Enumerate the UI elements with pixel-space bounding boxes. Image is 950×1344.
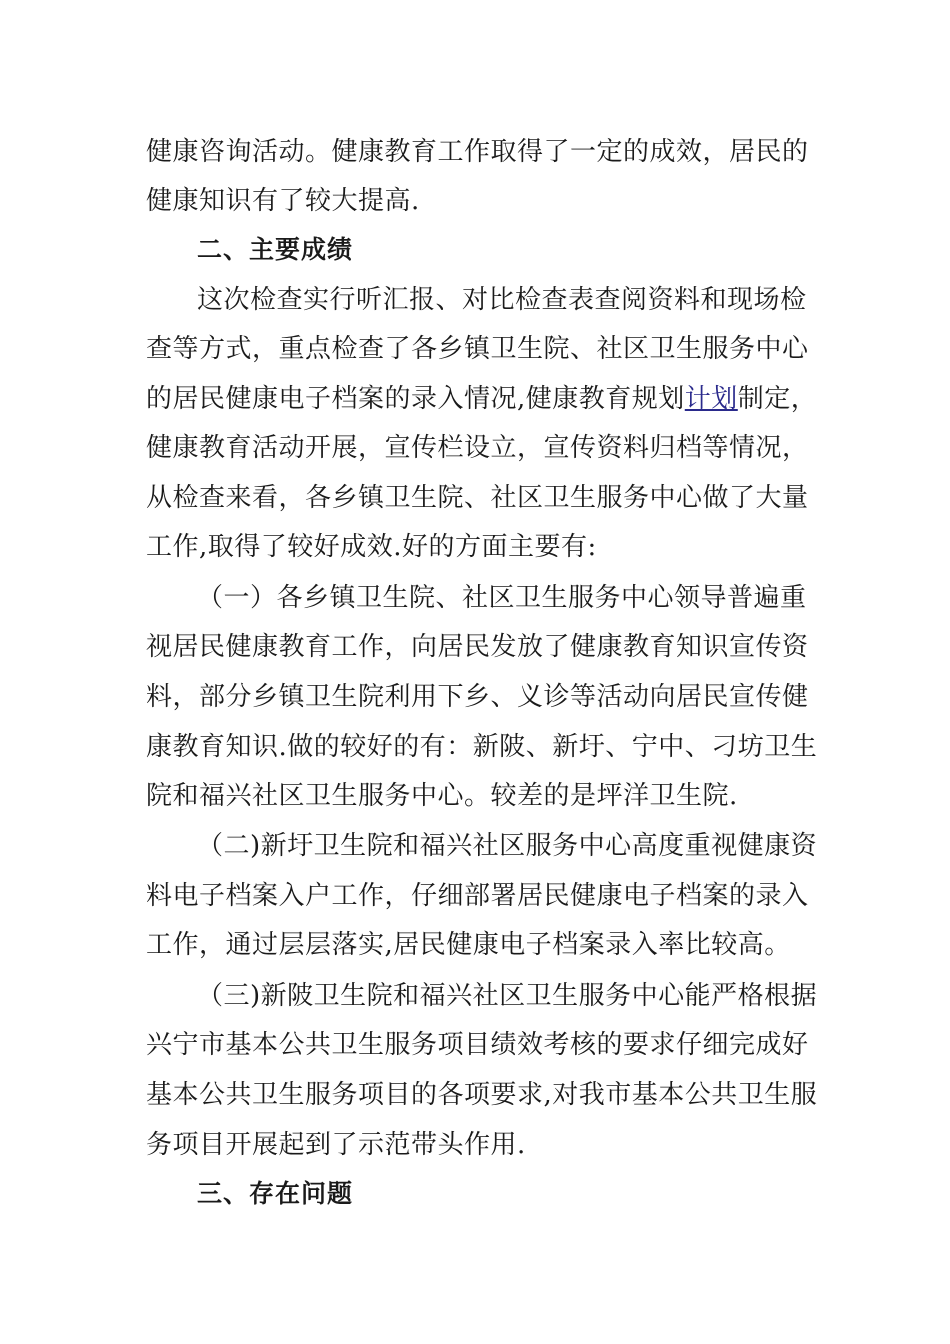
list-item-1-line: 料，部分乡镇卫生院利用下乡、义诊等活动向居民宣传健 [146,682,809,712]
list-item-3-line: （三)新陂卫生院和福兴社区卫生服务中心能严格根据 [197,981,818,1011]
section-heading-existing-problems: 三、存在问题 [197,1179,354,1208]
list-item-1-line: 院和福兴社区卫生服务中心。较差的是坪洋卫生院. [146,781,738,811]
list-item-2-line: 料电子档案入户工作，仔细部署居民健康电子档案的录入 [146,881,809,911]
body-text-line: 健康知识有了较大提高. [146,186,420,216]
body-text-line: 从检查来看，各乡镇卫生院、社区卫生服务中心做了大量 [146,483,809,513]
body-text-line-with-link [146,383,818,415]
list-item-3-line: 基本公共卫生服务项目的各项要求,对我市基本公共卫生服 [146,1080,818,1110]
list-item-2-line: （二)新圩卫生院和福兴社区服务中心高度重视健康资 [197,831,818,861]
list-item-3-line: 兴宁市基本公共卫生服务项目绩效考核的要求仔细完成好 [146,1030,809,1060]
list-item-3-line: 务项目开展起到了示范带头作用. [146,1130,526,1160]
body-text-line: 健康咨询活动。健康教育工作取得了一定的成效，居民的 [146,137,809,167]
body-text-line: 这次检查实行听汇报、对比检查表查阅资料和现场检 [197,285,807,315]
list-item-1-line: 康教育知识.做的较好的有：新陂、新圩、宁中、刁坊卫生 [146,732,818,762]
list-item-2-line: 工作，通过层层落实,居民健康电子档案录入率比较高。 [146,930,791,960]
body-text-segment: 的居民健康电子档案的录入情况,健康教育规划 [146,384,685,414]
body-text-line: 查等方式，重点检查了各乡镇卫生院、社区卫生服务中心 [146,334,809,364]
body-text-segment: 制定， [737,384,818,414]
plan-link[interactable]: 计划 [684,384,738,414]
section-heading-main-achievements: 二、主要成绩 [197,235,354,264]
body-text-line: 健康教育活动开展，宣传栏设立，宣传资料归档等情况， [146,433,809,463]
list-item-1-line: （一）各乡镇卫生院、社区卫生服务中心领导普遍重 [197,583,807,613]
body-text-line: 工作,取得了较好成效.好的方面主要有: [146,532,597,562]
list-item-1-line: 视居民健康教育工作，向居民发放了健康教育知识宣传资 [146,632,809,662]
